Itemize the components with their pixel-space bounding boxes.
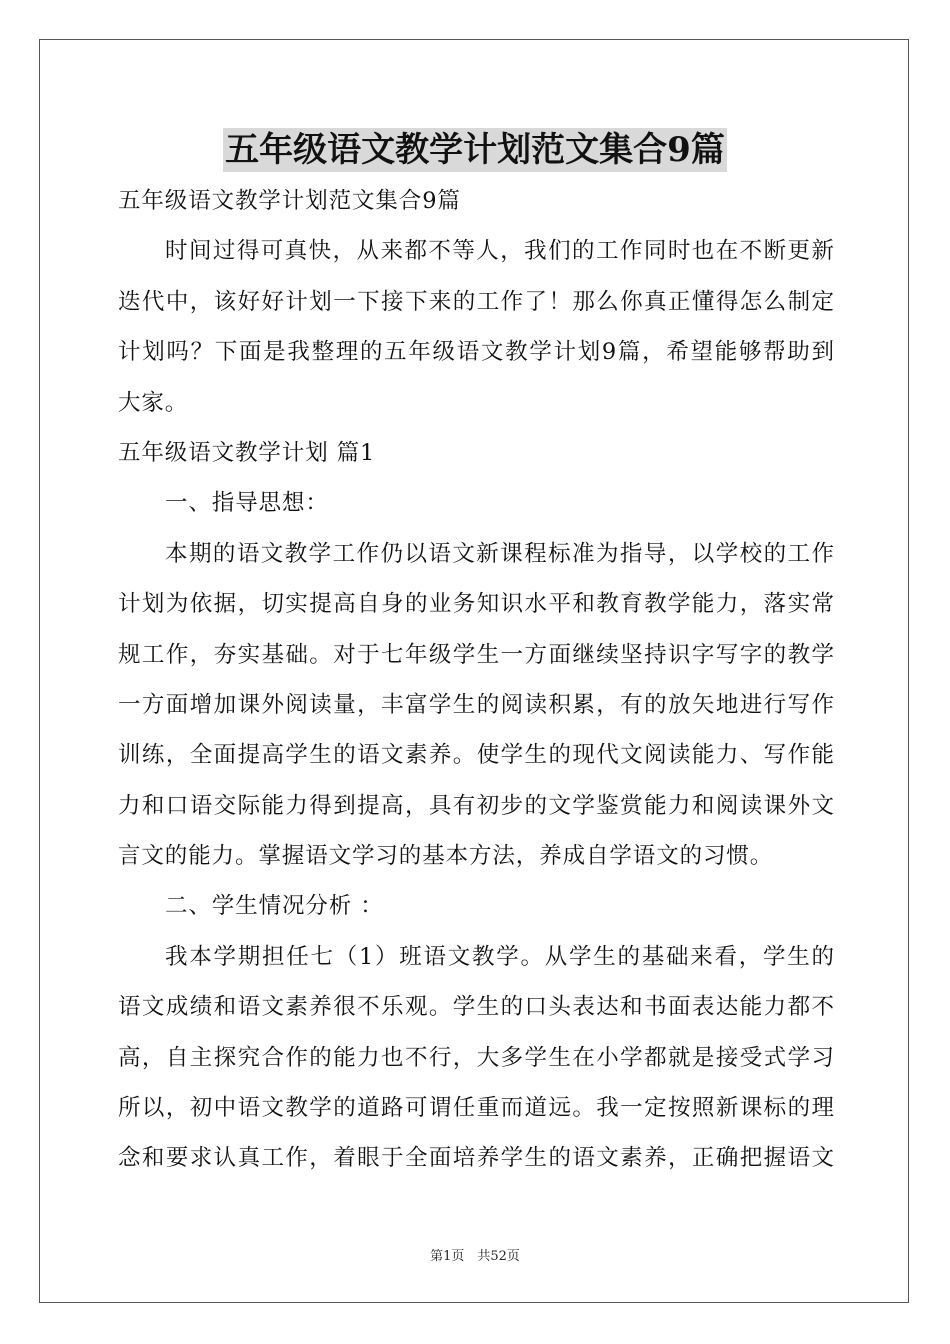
text-line: 时间过得可真快，从来都不等人，我们的工作同时也在不断更新 (165, 238, 834, 265)
text-line: 五年级语文教学计划范文集合9篇 (118, 188, 461, 214)
text-line: 语文成绩和语文素养很不乐观。学生的口头表达和书面表达能力都不 (118, 994, 834, 1021)
text-line: 念和要求认真工作，着眼于全面培养学生的语文素养，正确把握语文 (118, 1145, 834, 1172)
text-line: 力和口语交际能力得到提高，具有初步的文学鉴赏能力和阅读课外文 (118, 792, 834, 819)
text-line: 言文的能力。掌握语文学习的基本方法，养成自学语文的习惯。 (118, 843, 774, 870)
text-line: 训练，全面提高学生的语文素养。使学生的现代文阅读能力、写作能 (118, 742, 834, 769)
text-line: 本期的语文教学工作仍以语文新课程标准为指导，以学校的工作 (165, 540, 834, 567)
title-container (0, 128, 950, 172)
text-line: 迭代中，该好好计划一下接下来的工作了！那么你真正懂得怎么制定 (118, 288, 834, 315)
text-line: 我本学期担任七（1）班语文教学。从学生的基础来看，学生的 (165, 943, 834, 970)
text-line: 规工作，夯实基础。对于七年级学生一方面继续坚持识字写字的教学 (118, 641, 834, 668)
text-line: 二、学生情况分析 ： (165, 893, 384, 920)
text-line: 高，自主探究合作的能力也不行，大多学生在小学都就是接受式学习 (118, 1044, 834, 1071)
document-body (118, 176, 834, 1184)
text-line: 所以，初中语文教学的道路可谓任重而道远。我一定按照新课标的理 (118, 1095, 834, 1122)
document-title: 五年级语文教学计划范文集合9篇 (225, 130, 725, 170)
text-line: 五年级语文教学计划 篇1 (118, 439, 376, 466)
text-line: 一、指导思想： (165, 490, 329, 517)
text-line: 一方面增加课外阅读量，丰富学生的阅读积累，有的放矢地进行写作 (118, 691, 834, 718)
text-line: 大家。 (118, 389, 189, 416)
text-line: 计划吗？下面是我整理的五年级语文教学计划9篇，希望能够帮助到 (118, 339, 834, 366)
page-footer: 第1页 共52页 (430, 1249, 520, 1264)
text-line: 计划为依据，切实提高自身的业务知识水平和教育教学能力，落实常 (118, 591, 834, 618)
